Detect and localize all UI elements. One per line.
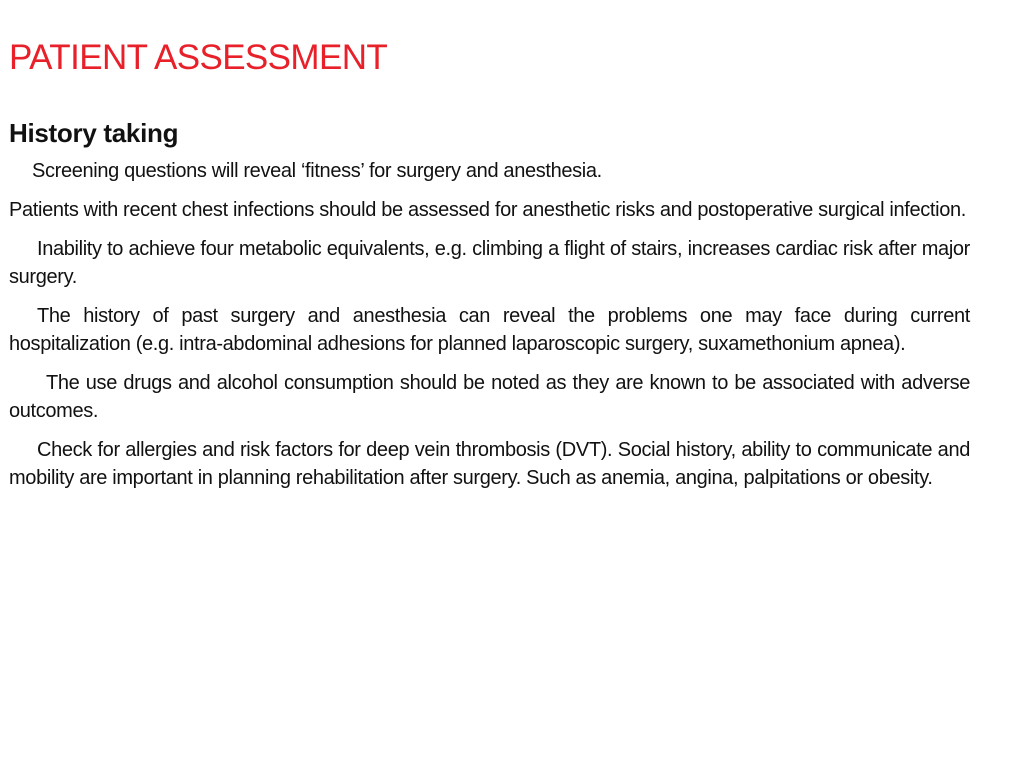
paragraph-past-surgery-history: The history of past surgery and anesthesia can reveal the problems one may face during current hospitalization (e.g. intra-abdominal adhesions for planned laparoscopic surgery, suxamethonium apnea). [9,305,970,355]
paragraph-screening-questions: Screening questions will reveal ‘fitness’ for surgery and anesthesia. [32,160,602,182]
paragraph-allergies-dvt: Check for allergies and risk factors for deep vein thrombosis (DVT). Social history, ability to communicate and mobility are important in planning rehabilitation after surgery. Such as anemia, angina, palpitations or obesity. [9,439,970,489]
paragraph-chest-infections: Patients with recent chest infections should be assessed for anesthetic risks and postoperative surgical infection. [9,199,966,221]
paragraph-drugs-alcohol: The use drugs and alcohol consumption should be noted as they are known to be associated with adverse outcomes. [9,372,970,422]
slide-content [9,116,970,503]
slide-title: PATIENT ASSESSMENT [9,38,388,77]
section-heading: History taking [9,118,179,148]
paragraph-metabolic-equivalents: Inability to achieve four metabolic equivalents, e.g. climbing a flight of stairs, increases cardiac risk after major surgery. [9,238,970,288]
